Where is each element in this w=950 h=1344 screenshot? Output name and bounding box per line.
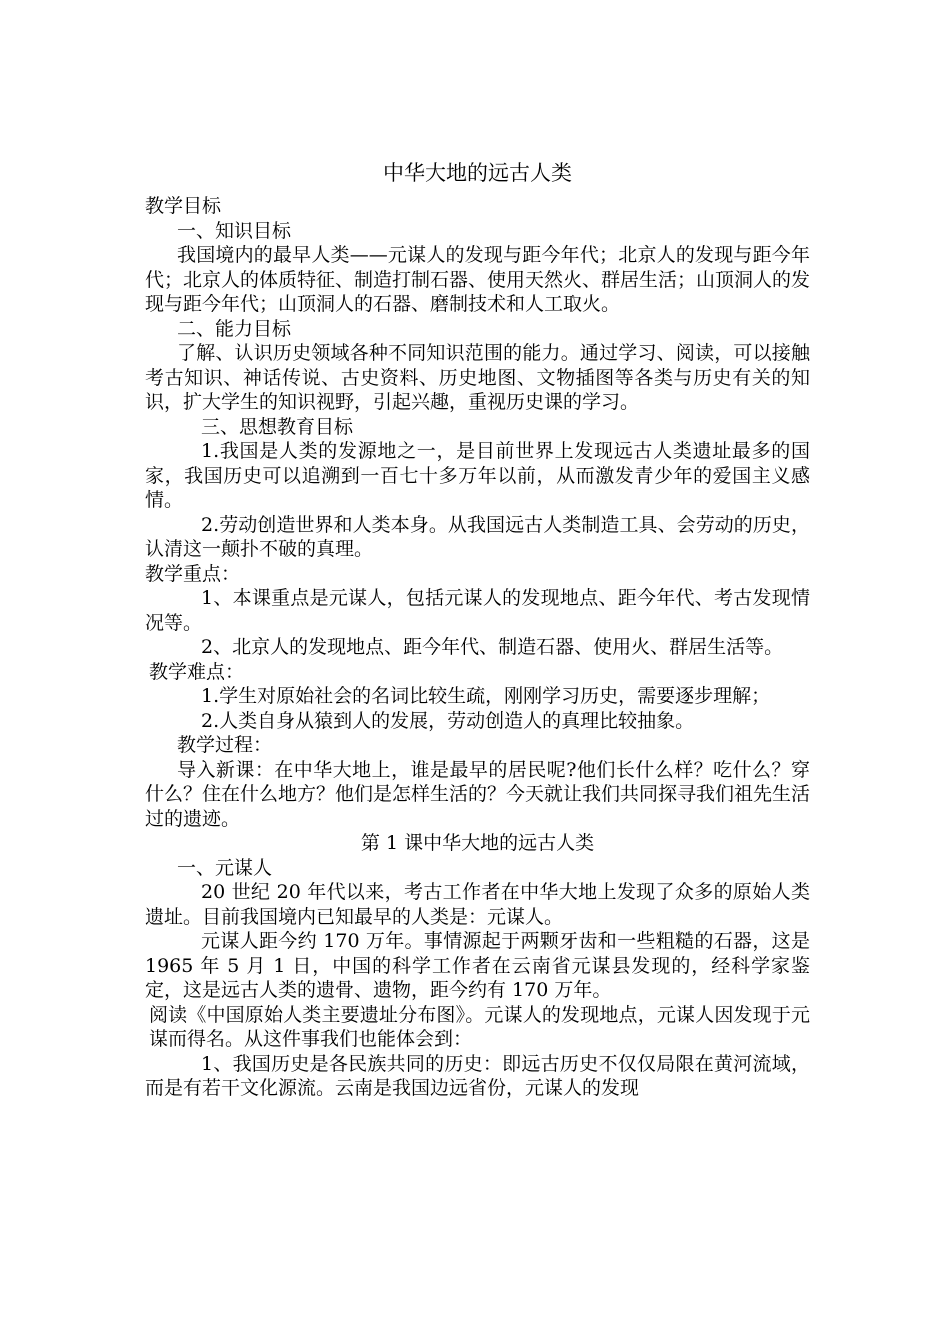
paragraph-knowledge-goals: 我国境内的最早人类——元谋人的发现与距今年代；北京人的发现与距今年代；北京人的体质特征、制造打制石器、使用天然火、群居生活；山顶洞人的发现与距今年代；山顶洞人的石器、磨制技术和人工取火。	[145, 244, 811, 315]
section-heading-yuanmou-man: 一、元谋人	[177, 856, 273, 879]
paragraph-education-goal-1: 1.我国是人类的发源地之一，是目前世界上发现远古人类遗址最多的国家，我国历史可以追溯到一百七十多万年以前，从而激发青少年的爱国主义感情。	[145, 440, 810, 511]
paragraph-ability-goals: 了解、认识历史领域各种不同知识范围的能力。通过学习、阅读，可以接触考古知识、神话传说、古史资料、历史地图、文物插图等各类与历史有关的知识，扩大学生的知识视野，引起兴趣，重视历史课的学习。	[145, 342, 810, 413]
document-title: 中华大地的远古人类	[383, 161, 572, 185]
paragraph-history-of-nations: 1、我国历史是各民族共同的历史：即远古历史不仅仅局限在黄河流域，而是有若干文化源流。云南是我国边远省份，元谋人的发现	[145, 1052, 810, 1099]
heading-difficult-points: 教学难点：	[149, 660, 245, 683]
paragraph-reading-map: 阅读《中国原始人类主要遗址分布图》。元谋人的发现地点，元谋人因发现于元谋而得名。从这件事我们也能体会到：	[149, 1003, 810, 1050]
document-page	[145, 152, 810, 1101]
subheading-education-goals: 三、思想教育目标	[201, 415, 354, 438]
subheading-ability-goals: 二、能力目标	[177, 317, 292, 340]
paragraph-difficult-point-2: 2.人类自身从猿到人的发展，劳动创造人的真理比较抽象。	[201, 709, 695, 732]
paragraph-key-point-1: 1、本课重点是元谋人，包括元谋人的发现地点、距今年代、考古发现情况等。	[145, 587, 810, 634]
heading-teaching-goals: 教学目标	[145, 195, 222, 217]
subheading-knowledge-goals: 一、知识目标	[177, 219, 292, 242]
paragraph-discoveries: 20 世纪 20 年代以来，考古工作者在中华大地上发现了众多的原始人类遗址。目前我国境内已知最早的人类是：元谋人。	[145, 881, 810, 928]
paragraph-key-point-2: 2、北京人的发现地点、距今年代、制造石器、使用火、群居生活等。	[201, 636, 784, 658]
lesson-title: 第 1 课中华大地的远古人类	[360, 832, 595, 854]
paragraph-introduction: 导入新课：在中华大地上，谁是最早的居民呢?他们长什么样？吃什么？穿什么？住在什么地方？他们是怎样生活的？今天就让我们共同探寻我们祖先生活过的遗迹。	[145, 758, 811, 830]
heading-key-points: 教学重点：	[145, 562, 241, 585]
paragraph-yuanmou-age: 元谋人距今约 170 万年。事情源起于两颗牙齿和一些粗糙的石器，这是 1965 年 5 月 1 日，中国的科学工作者在云南省元谋县发现的，经科学家鉴定，这是远古人类的遗骨、遗物，距今约有 170 万年。	[145, 930, 810, 1001]
paragraph-difficult-point-1: 1.学生对原始社会的名词比较生疏，刚刚学习历史，需要逐步理解；	[201, 685, 771, 707]
heading-teaching-process: 教学过程：	[177, 734, 273, 756]
paragraph-education-goal-2: 2.劳动创造世界和人类本身。从我国远古人类制造工具、会劳动的历史，认清这一颠扑不破的真理。	[145, 513, 810, 560]
